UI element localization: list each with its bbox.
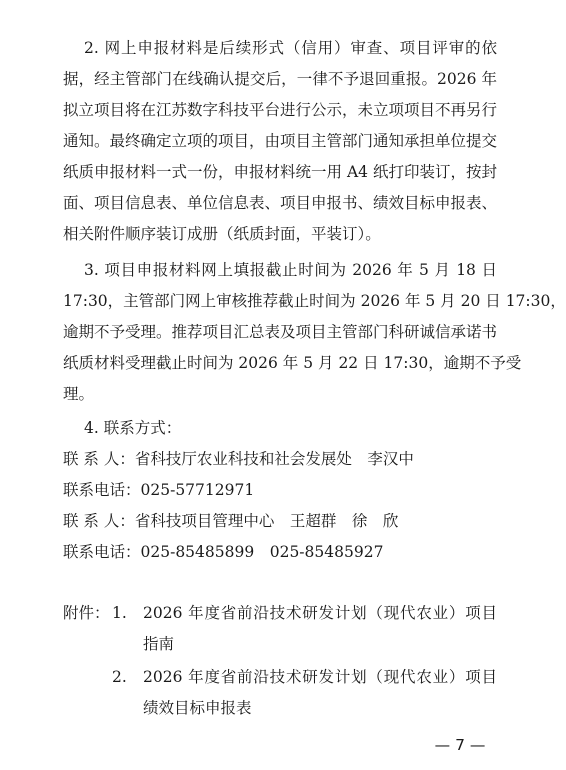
contact-phone-1: 联系电话：025-57712971 — [63, 481, 255, 499]
para2-line-1: 2. 网上申报材料是后续形式（信用）审查、项目评审的依 — [84, 39, 497, 57]
para2-line-5: 纸质申报材料一式一份，申报材料统一用 A4 纸打印装订，按封 — [63, 163, 497, 181]
contacts-heading: 4. 联系方式： — [84, 419, 182, 437]
attachment-1-line-2: 指南 — [143, 635, 175, 653]
para3-line-2: 17:30，主管部门网上审核推荐截止时间为 2026 年 5 月 20 日 17:30， — [63, 292, 566, 310]
para3-line-1: 3. 项目申报材料网上填报截止时间为 2026 年 5 月 18 日 — [84, 261, 497, 279]
contact-phone-2: 联系电话：025-85485899 025-85485927 — [63, 543, 384, 561]
attachments-label: 附件： — [63, 604, 110, 622]
para3-line-3: 逾期不予受理。推荐项目汇总表及项目主管部门科研诚信承诺书 — [63, 323, 498, 341]
para3-line-4: 纸质材料受理截止时间为 2026 年 5 月 22 日 17:30，逾期不予受 — [63, 354, 522, 372]
attachment-2-line-1: 2026 年度省前沿技术研发计划（现代农业）项目 — [143, 668, 497, 686]
page-number: — 7 — — [434, 736, 486, 754]
para2-line-6: 面、项目信息表、单位信息表、项目申报书、绩效目标申报表、 — [63, 194, 498, 212]
para2-line-3: 拟立项目将在江苏数字科技平台进行公示，未立项项目不再另行 — [63, 101, 498, 119]
para2-line-7: 相关附件顺序装订成册（纸质封面，平装订）。 — [63, 225, 381, 243]
para3-line-5: 理。 — [63, 385, 95, 403]
attachment-2-line-2: 绩效目标申报表 — [143, 699, 252, 717]
attachment-1-number: 1. — [112, 604, 127, 622]
attachment-2-number: 2. — [112, 668, 127, 686]
para2-line-2: 据，经主管部门在线确认提交后，一律不予退回重报。2026 年 — [63, 70, 497, 88]
attachment-1-line-1: 2026 年度省前沿技术研发计划（现代农业）项目 — [143, 604, 497, 622]
para2-line-4: 通知。最终确定立项的项目，由项目主管部门通知承担单位提交 — [63, 132, 498, 150]
contact-person-2: 联 系 人：省科技项目管理中心 王超群 徐 欣 — [63, 512, 399, 530]
contact-person-1: 联 系 人：省科技厅农业科技和社会发展处 李汉中 — [63, 450, 414, 468]
